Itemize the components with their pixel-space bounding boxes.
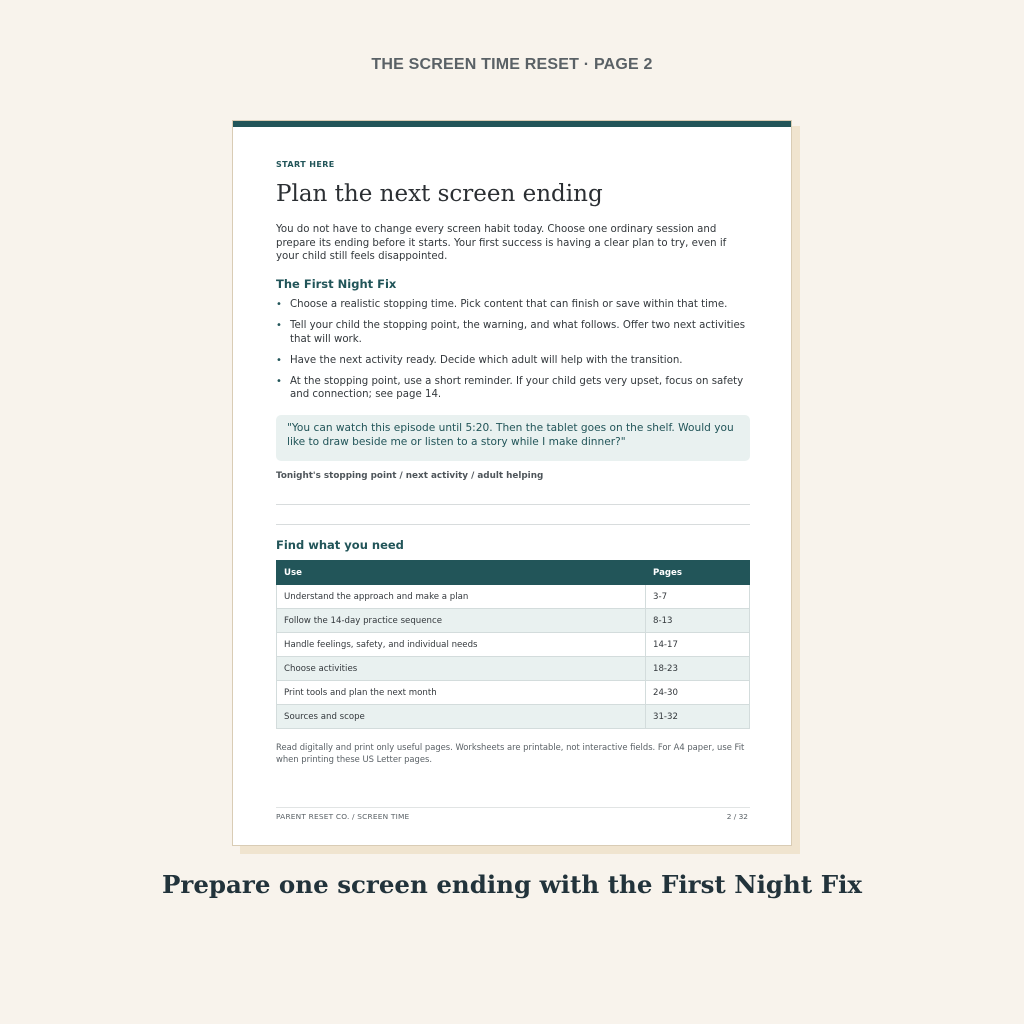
document-page	[232, 120, 792, 846]
list-item-text: At the stopping point, use a short reminder. If your child gets very upset, focus on safety and connection; see page 14.	[290, 375, 744, 401]
table-row	[277, 705, 750, 729]
divider	[276, 524, 750, 525]
table-row	[277, 609, 750, 633]
first-night-fix-heading: The First Night Fix	[276, 277, 397, 291]
column-header-use: Use	[277, 561, 646, 585]
table-cell-pages: 8-13	[646, 609, 750, 633]
bullet-icon: •	[276, 354, 282, 366]
column-header-pages: Pages	[646, 561, 750, 585]
eyebrow-label: START HERE	[276, 160, 335, 169]
table-cell-use: Print tools and plan the next month	[277, 681, 646, 705]
caption-top: THE SCREEN TIME RESET · PAGE 2	[371, 56, 653, 73]
table-header-row	[277, 561, 750, 585]
find-what-you-need-heading: Find what you need	[276, 538, 404, 552]
page-title: Plan the next screen ending	[276, 181, 603, 207]
page-accent-bar	[233, 121, 791, 127]
table-cell-pages: 18-23	[646, 657, 750, 681]
table-cell-use: Follow the 14-day practice sequence	[277, 609, 646, 633]
list-item	[276, 298, 752, 312]
footer-page-number: 2 / 32	[726, 812, 748, 821]
table-cell-use: Sources and scope	[277, 705, 646, 729]
bullet-icon: •	[276, 299, 282, 310]
bullet-icon: •	[276, 319, 282, 331]
table-cell-pages: 14-17	[646, 633, 750, 657]
table-cell-use: Handle feelings, safety, and individual needs	[277, 633, 646, 657]
list-item	[276, 375, 752, 402]
worksheet-prompt-label: Tonight's stopping point / next activity / adult helping	[276, 471, 544, 481]
write-in-line	[276, 504, 750, 505]
table-cell-pages: 31-32	[646, 705, 750, 729]
contents-table	[276, 560, 750, 729]
table-row	[277, 657, 750, 681]
list-item-text: Have the next activity ready. Decide which adult will help with the transition.	[290, 354, 683, 366]
bullet-icon: •	[276, 375, 282, 387]
list-item-text: Tell your child the stopping point, the warning, and what follows. Offer two next activities that will work.	[290, 319, 746, 345]
first-night-fix-list	[276, 298, 752, 409]
list-item	[276, 319, 752, 346]
footer-publisher: PARENT RESET CO. / SCREEN TIME	[276, 812, 410, 821]
list-item-text: Choose a realistic stopping time. Pick content that can finish or save within that time.	[290, 299, 728, 310]
footer-divider	[276, 807, 750, 808]
table-row	[277, 681, 750, 705]
table-cell-use: Understand the approach and make a plan	[277, 585, 646, 609]
table-row	[277, 585, 750, 609]
table-cell-use: Choose activities	[277, 657, 646, 681]
intro-paragraph: You do not have to change every screen habit today. Choose one ordinary session and prepare its ending before it starts. Your first success is having a clear plan to try, even if your child still feels disappointed.	[276, 224, 727, 263]
table-cell-pages: 3-7	[646, 585, 750, 609]
example-script-quote: "You can watch this episode until 5:20. Then the tablet goes on the shelf. Would you like to draw beside me or listen to a story while I make dinner?"	[276, 415, 750, 461]
table-cell-pages: 24-30	[646, 681, 750, 705]
caption-bottom: Prepare one screen ending with the First Night Fix	[161, 870, 863, 899]
table-row	[277, 633, 750, 657]
printing-note: Read digitally and print only useful pages. Worksheets are printable, not interactive fields. For A4 paper, use Fit when printing these US Letter pages.	[276, 742, 745, 764]
list-item	[276, 354, 752, 368]
